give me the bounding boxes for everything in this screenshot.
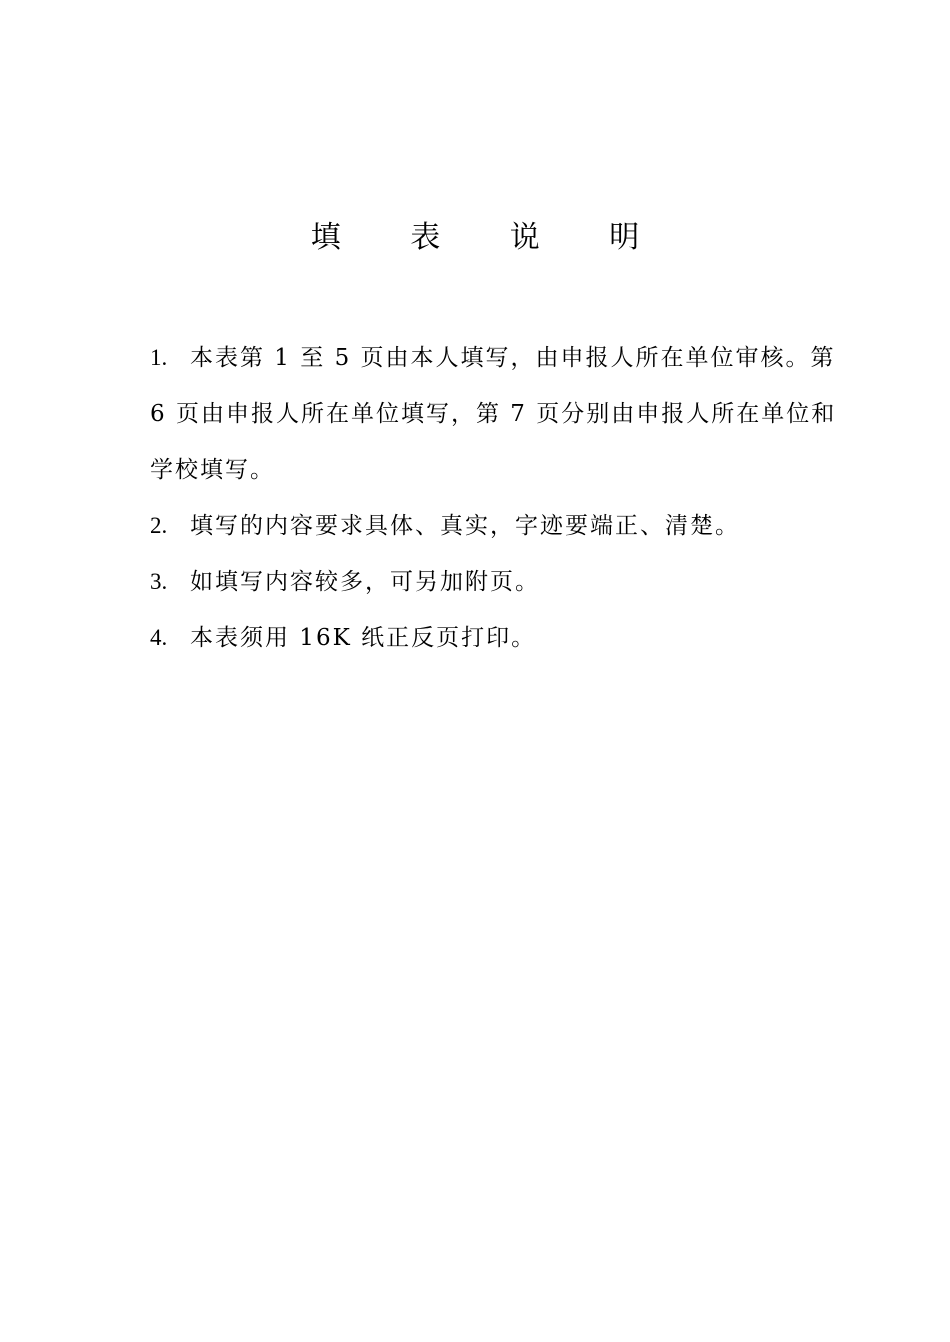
instruction-item-3 bbox=[150, 554, 845, 610]
instructions-list bbox=[150, 330, 845, 666]
instruction-text: 本表须用 16K 纸正反页打印。 bbox=[190, 625, 537, 651]
instruction-item-1 bbox=[150, 330, 845, 498]
instruction-item-2 bbox=[150, 498, 845, 554]
instruction-text: 如填写内容较多，可另加附页。 bbox=[190, 569, 540, 595]
instruction-text: 填写的内容要求具体、真实，字迹要端正、清楚。 bbox=[190, 513, 740, 539]
instruction-number: 2. bbox=[150, 513, 168, 538]
instruction-number: 3. bbox=[150, 569, 168, 594]
instruction-number: 4. bbox=[150, 625, 168, 650]
instruction-number: 1. bbox=[150, 345, 168, 370]
instruction-item-4 bbox=[150, 610, 845, 666]
instruction-text: 本表第 1 至 5 页由本人填写，由申报人所在单位审核。第 6 页由申报人所在单位填写，第 7 页分别由申报人所在单位和学校填写。 bbox=[150, 345, 837, 483]
page-title: 填 表 说 明 bbox=[310, 220, 670, 255]
